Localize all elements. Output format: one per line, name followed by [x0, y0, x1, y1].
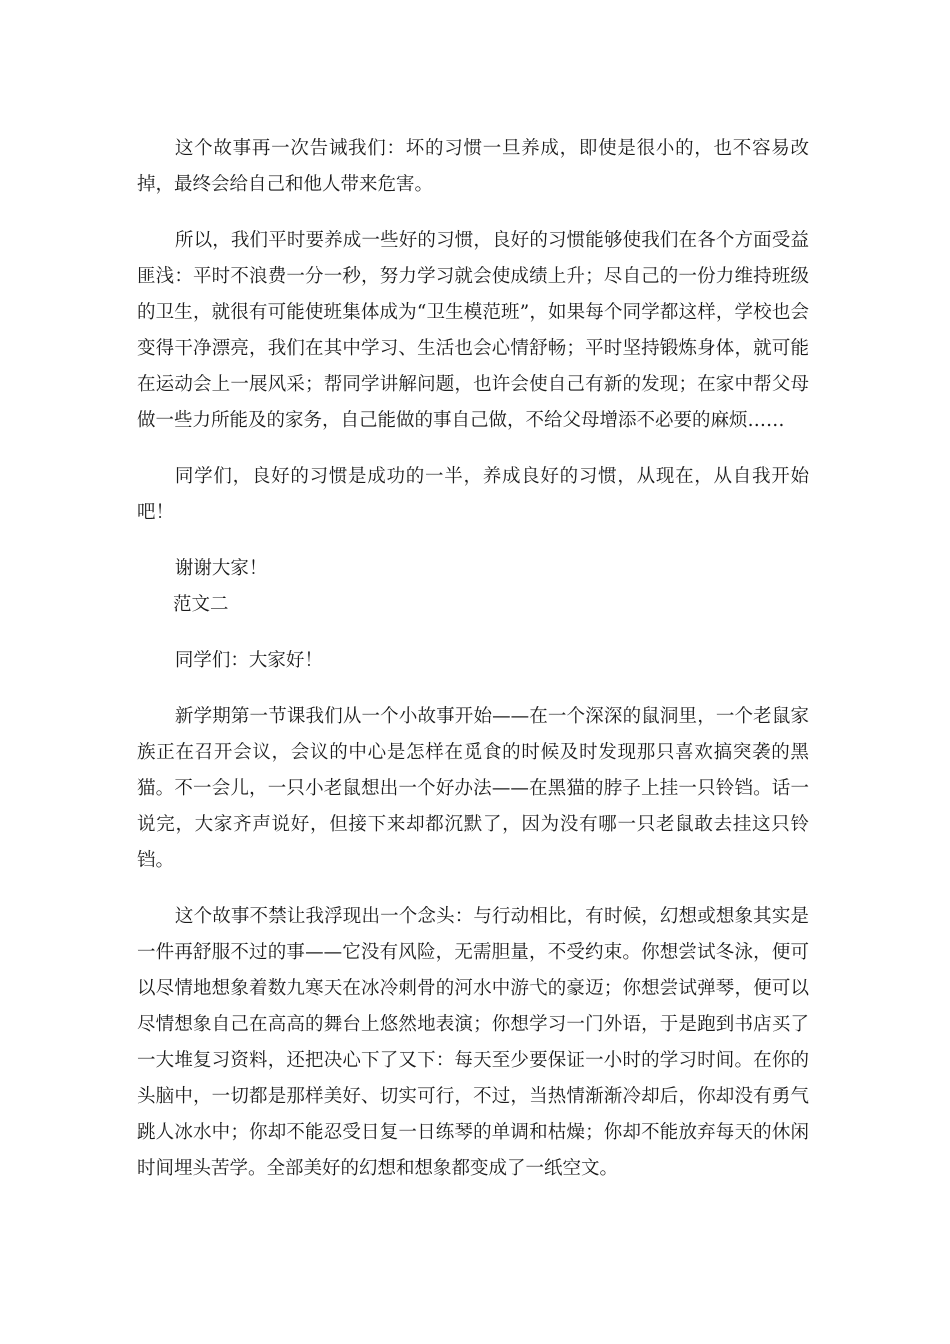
paragraph-6: 这个故事不禁让我浮现出一个念头：与行动相比，有时候，幻想或想象其实是一件再舒服不过的事——它没有风险，无需胆量，不受约束。你想尝试冬泳，便可以尽情地想象着数九寒天在冰冷刺骨的河水中游弋的豪迈；你想尝试弹琴，便可以尽情想象自己在高高的舞台上悠然地表演；你想学习一门外语，于是跑到书店买了一大堆复习资料，还把决心下了又下：每天至少要保证一小时的学习时间。在你的头脑中，一切都是那样美好、切实可行，不过，当热情渐渐冷却后，你却没有勇气跳人冰水中；你却不能忍受日复一日练琴的单调和枯燥；你却不能放弃每天的休闲时间埋头苦学。全部美好的幻想和想象都变成了一纸空文。: [137, 906, 809, 1179]
paragraph-5: 新学期第一节课我们从一个小故事开始——在一个深深的鼠洞里，一个老鼠家族正在召开会议，会议的中心是怎样在觅食的时候及时发现那只喜欢搞突袭的黑猫。不一会儿，一只小老鼠想出一个好办法——在黑猫的脖子上挂一只铃铛。话一说完，大家齐声说好，但接下来却都沉默了，因为没有哪一只老鼠敢去挂这只铃铛。: [137, 706, 809, 871]
paragraph-2: 所以，我们平时要养成一些好的习惯，良好的习惯能够使我们在各个方面受益匪浅：平时不浪费一分一秒，努力学习就会使成绩上升；尽自己的一份力维持班级的卫生，就很有可能使班集体成为“卫生模范班”，如果每个同学都这样，学校也会变得干净漂亮，我们在其中学习、生活也会心情舒畅；平时坚持锻炼身体，就可能在运动会上一展风采；帮同学讲解问题，也许会使自己有新的发现；在家中帮父母做一些力所能及的家务，自己能做的事自己做，不给父母增添不必要的麻烦……: [137, 230, 809, 431]
document-page: [137, 131, 809, 1187]
greeting: 同学们：大家好！: [174, 650, 323, 671]
paragraph-1: 这个故事再一次告诫我们：坏的习惯一旦养成，即使是很小的，也不容易改掉，最终会给自己和他人带来危害。: [137, 138, 809, 195]
section-title: 范文二: [173, 594, 229, 615]
paragraph-4: 谢谢大家！: [174, 558, 268, 579]
paragraph-3: 同学们，良好的习惯是成功的一半，养成良好的习惯，从现在，从自我开始吧！: [137, 466, 809, 523]
